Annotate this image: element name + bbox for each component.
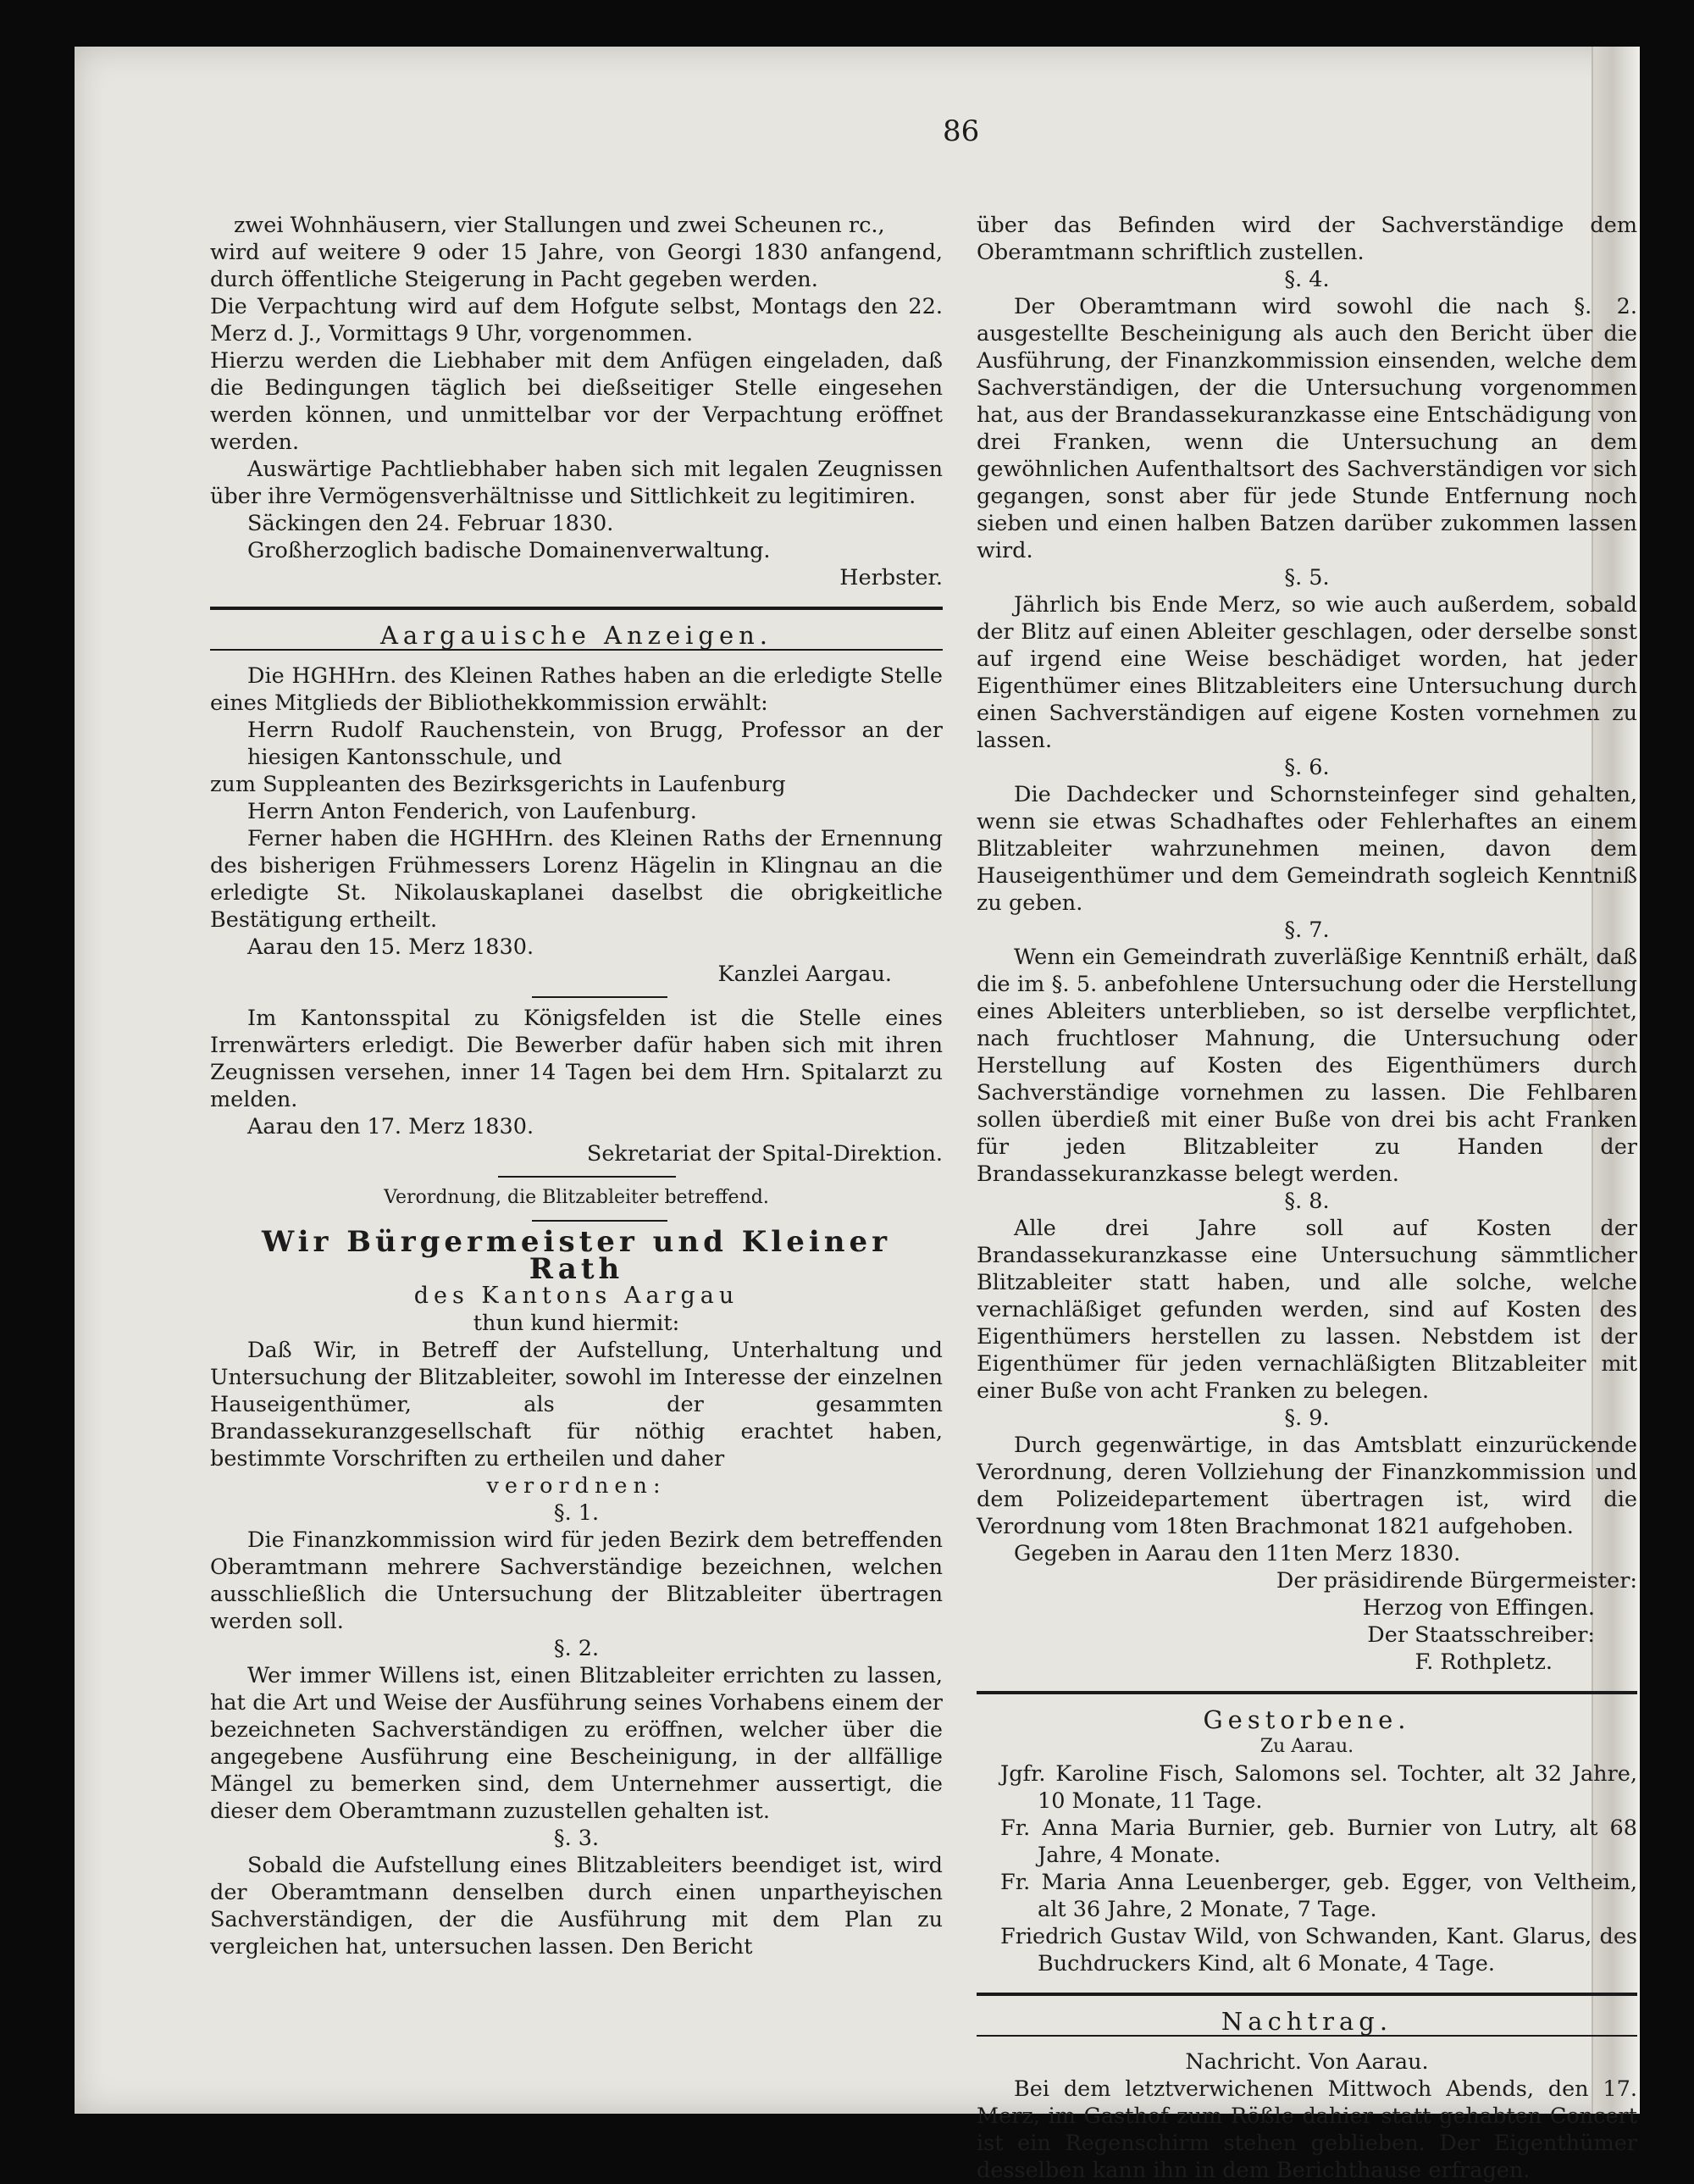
section-7-text: Wenn ein Gemeindrath zuverläßige Kenntniß erhält, daß die im §. 5. anbefohlene Untersuchung oder die Herstellung eines Ableiters unterblieben, so ist derselbe verpflichtet, nach fruchtloser Mahnung, die Untersuchung oder Herstellung auf Kosten des Eigenthümers durch Sachverständige vornehmen zu lassen. Die Fehlbaren sollen überdieß mit einer Buße von drei bis acht Franken für jeden Blitzableiter zu Handen der Brandassekuranzkasse belegt werden. [977,945,1637,1187]
lease-date: Die Verpachtung wird auf dem Hofgute selbst, Montags den 22. Merz d. J., Vormittags 9 Uhr, vorgenommen. [210,294,943,346]
ordinance-canton: des Kantons Aargau [413,1283,739,1309]
section-4-text: Der Oberamtmann wird sowohl die nach §. 2. ausgestellte Bescheinigung als auch den Bericht über die Ausführung, der Finanzkommission einsenden, welche dem Sachverständigen, der die Untersuchung vorgenommen hat, aus der Brandassekuranzkasse eine Entschädigung von drei Franken, wenn die Untersuchung an dem gewöhnlichen Aufenthaltsort des Sachverständigen vor sich gegangen, sonst aber für jede Stunde Entfernung noch sieben und einen halben Batzen darüber zukommen lassen wird. [977,294,1637,563]
aargau-notice-1-appointee: Herrn Rudolf Rauchenstein, von Brugg, Professor an der hiesigen Kantonsschule, und [247,718,943,770]
notice-heading: Nachricht. Von Aarau. [1185,2049,1429,2075]
lease-terms: wird auf weitere 9 oder 15 Jahre, von Georgi 1830 anfangend, durch öffentliche Steigerung in Pacht gegeben werden. [210,240,943,292]
section-9-text: Durch gegenwärtige, in das Amtsblatt einzurückende Verordnung, deren Vollziehung der Finanzkommission und dem Polizeidepartement übertragen ist, wird die Verordnung vom 18ten Brachmonat 1821 aufgehoben. [977,1433,1637,1539]
deaths-place: Zu Aarau. [1259,1736,1354,1757]
notice-text: Bei dem letztverwichenen Mittwoch Abends, den 17. Merz, im Gasthof zum Rößle dahier statt gehabten Concert ist ein Regenschirm stehen geblieben. Der Eigenthümer desselben kann ihn in dem Berichthause erfragen. [977,2076,1637,2183]
lease-office: Großherzoglich badische Domainenverwaltung. [247,538,771,563]
section-9-heading: §. 9. [1284,1405,1330,1431]
ordinance-title: Verordnung, die Blitzableiter betreffend. [384,1187,769,1208]
aargau-notice-3: Im Kantonsspital zu Königsfelden ist die Stelle eines Irrenwärters erledigt. Die Bewerber dafür haben sich mit ihren Zeugnissen versehen, inner 14 Tagen bei dem Hrn. Spitalarzt zu melden. [210,1006,943,1112]
lease-signature: Herbster. [839,565,943,590]
section-2-text: Wer immer Willens ist, einen Blitzableiter errichten zu lassen, hat die Art und Weise der Ausführung seines Vorhabens einem der bezeichneten Sachverständigen zu eröffnen, welcher über die angegebene Ausführung eine Bescheinigung, in der allfällige Mängel zu bemerken sind, dem Unternehmer aussertigt, die dieser dem Oberamtmann zuzustellen gehalten ist. [210,1663,943,1824]
section-3-text: Sobald die Aufstellung eines Blitzableiters beendiget ist, wird der Oberamtmann denselben durch einen unpartheyischen Sachverständigen, der die Ausführung mit dem Plan zu vergleichen hat, untersuchen lassen. Den Bericht [210,1853,943,1960]
aargau-date-2: Aarau den 17. Merz 1830. [247,1114,534,1139]
section-3-heading: §. 3. [553,1826,600,1851]
section-5-text: Jährlich bis Ende Merz, so wie auch außerdem, sobald der Blitz auf einen Ableiter geschlagen, oder derselbe sonst auf irgend eine Weise beschädiget worden, hat jeder Eigenthümer eines Blitzableiters eine Untersuchung durch einen Sachverständigen auf eigene Kosten vornehmen zu lassen. [977,592,1637,753]
aargau-notice-2: Ferner haben die HGHHrn. des Kleinen Raths der Ernennung des bisherigen Frühmessers Lorenz Hägelin in Klingnau an die erledigte St. Nikolauskaplanei daselbst die obrigkeitliche Bestätigung ertheilt. [210,826,943,933]
death-entry: Jgfr. Karoline Fisch, Salomons sel. Tochter, alt 32 Jahre, 10 Monate, 11 Tage. [1000,1761,1637,1814]
section-2-heading: §. 2. [553,1636,600,1661]
section-divider [977,1691,1637,1694]
lease-requirements: Auswärtige Pachtliebhaber haben sich mit legalen Zeugnissen über ihre Vermögensverhältnisse und Sittlichkeit zu legitimiren. [210,457,943,509]
section-8-heading: §. 8. [1284,1189,1330,1214]
section-1-heading: §. 1. [553,1500,600,1526]
page-number: 86 [943,114,980,148]
death-entry: Fr. Maria Anna Leuenberger, geb. Egger, von Veltheim, alt 36 Jahre, 2 Monate, 7 Tage. [1000,1870,1637,1922]
signatory-title-1: Der präsidirende Bürgermeister: [1276,1568,1637,1594]
lease-place-date: Säckingen den 24. Februar 1830. [247,511,614,536]
aargau-signature-2: Sekretariat der Spital-Direktion. [586,1141,943,1167]
signatory-title-2: Der Staatsschreiber: [1367,1622,1595,1648]
newspaper-page [75,47,1640,2183]
signatory-name-1: Herzog von Effingen. [1362,1595,1595,1621]
section-divider [977,1993,1637,1996]
left-column [210,212,943,1960]
death-entry: Friedrich Gustav Wild, von Schwanden, Kant. Glarus, des Buchdruckers Kind, alt 6 Monate, 4 Tage. [1000,1924,1637,1976]
lease-invitation: Hierzu werden die Liebhaber mit dem Anfügen eingeladen, daß die Bedingungen täglich bei dießseitiger Stelle eingesehen werden können, und unmittelbar vor der Verpachtung eröffnet werden. [210,348,943,455]
aargau-notice-1-appointee-2: Herrn Anton Fenderich, von Laufenburg. [247,799,697,824]
signatory-name-2: F. Rothpletz. [1414,1649,1553,1675]
short-divider [532,996,667,998]
section-6-heading: §. 6. [1284,755,1330,780]
deaths-title: Gestorbene. [1203,1705,1411,1734]
ordinance-heading: Wir Bürgermeister und Kleiner Rath [261,1225,892,1286]
section-3-continuation: über das Befinden wird der Sachverständige dem Oberamtmann schriftlich zustellen. [977,213,1637,265]
aargau-signature-1: Kanzlei Aargau. [717,962,892,987]
aargau-date-1: Aarau den 15. Merz 1830. [247,934,534,960]
ordinance-given: Gegeben in Aarau den 11ten Merz 1830. [1014,1541,1461,1566]
section-1-text: Die Finanzkommission wird für jeden Bezirk dem betreffenden Oberamtmann mehrere Sachverständige bezeichnen, welchen ausschließlich die Untersuchung der Blitzableiter übertragen werden soll. [210,1527,943,1634]
death-entry: Fr. Anna Maria Burnier, geb. Burnier von Lutry, alt 68 Jahre, 4 Monate. [1000,1815,1637,1868]
section-5-heading: §. 5. [1284,565,1330,590]
ordinance-proclamation: thun kund hiermit: [473,1311,680,1336]
aargau-notice-1-substitute: zum Suppleanten des Bezirksgerichts in Laufenburg [210,772,786,797]
section-8-text: Alle drei Jahre soll auf Kosten der Brandassekuranzkasse eine Untersuchung sämmtlicher Blitzableiter statt haben, und alle solche, welche vernachläßiget gefunden werden, sind auf Kosten des Eigenthümers herstellen zu lassen. Nebstdem ist der Eigenthümer für jeden vernachläßigten Blitzableiter mit einer Buße von acht Franken zu belegen. [977,1216,1637,1404]
supplement-title: Nachtrag. [1221,2007,1393,2036]
short-divider [498,1176,676,1178]
right-column [977,212,1637,2184]
section-divider [210,607,943,610]
lease-object: zwei Wohnhäusern, vier Stallungen und zwei Scheunen rc., [234,213,885,238]
aargau-section-title: Aargauische Anzeigen. [379,621,773,650]
aargau-notice-1: Die HGHHrn. des Kleinen Rathes haben an die erledigte Stelle eines Mitglieds der Bibliothekkommission erwählt: [210,663,943,716]
short-divider [532,1220,667,1222]
ordinance-verb: verordnen: [486,1473,667,1499]
section-7-heading: §. 7. [1284,917,1330,943]
section-6-text: Die Dachdecker und Schornsteinfeger sind gehalten, wenn sie etwas Schadhaftes oder Fehlerhaftes an einem Blitzableiter wahrzunehmen meinen, davon dem Hauseigenthümer und dem Gemeindrath sogleich Kenntniß zu geben. [977,782,1637,916]
ordinance-preamble: Daß Wir, in Betreff der Aufstellung, Unterhaltung und Untersuchung der Blitzableiter, sowohl im Interesse der einzelnen Hauseigenthümer, als der gesammten Brandassekuranzgesellschaft für nöthig erachtet haben, bestimmte Vorschriften zu ertheilen und daher [210,1338,943,1472]
section-4-heading: §. 4. [1284,267,1330,292]
